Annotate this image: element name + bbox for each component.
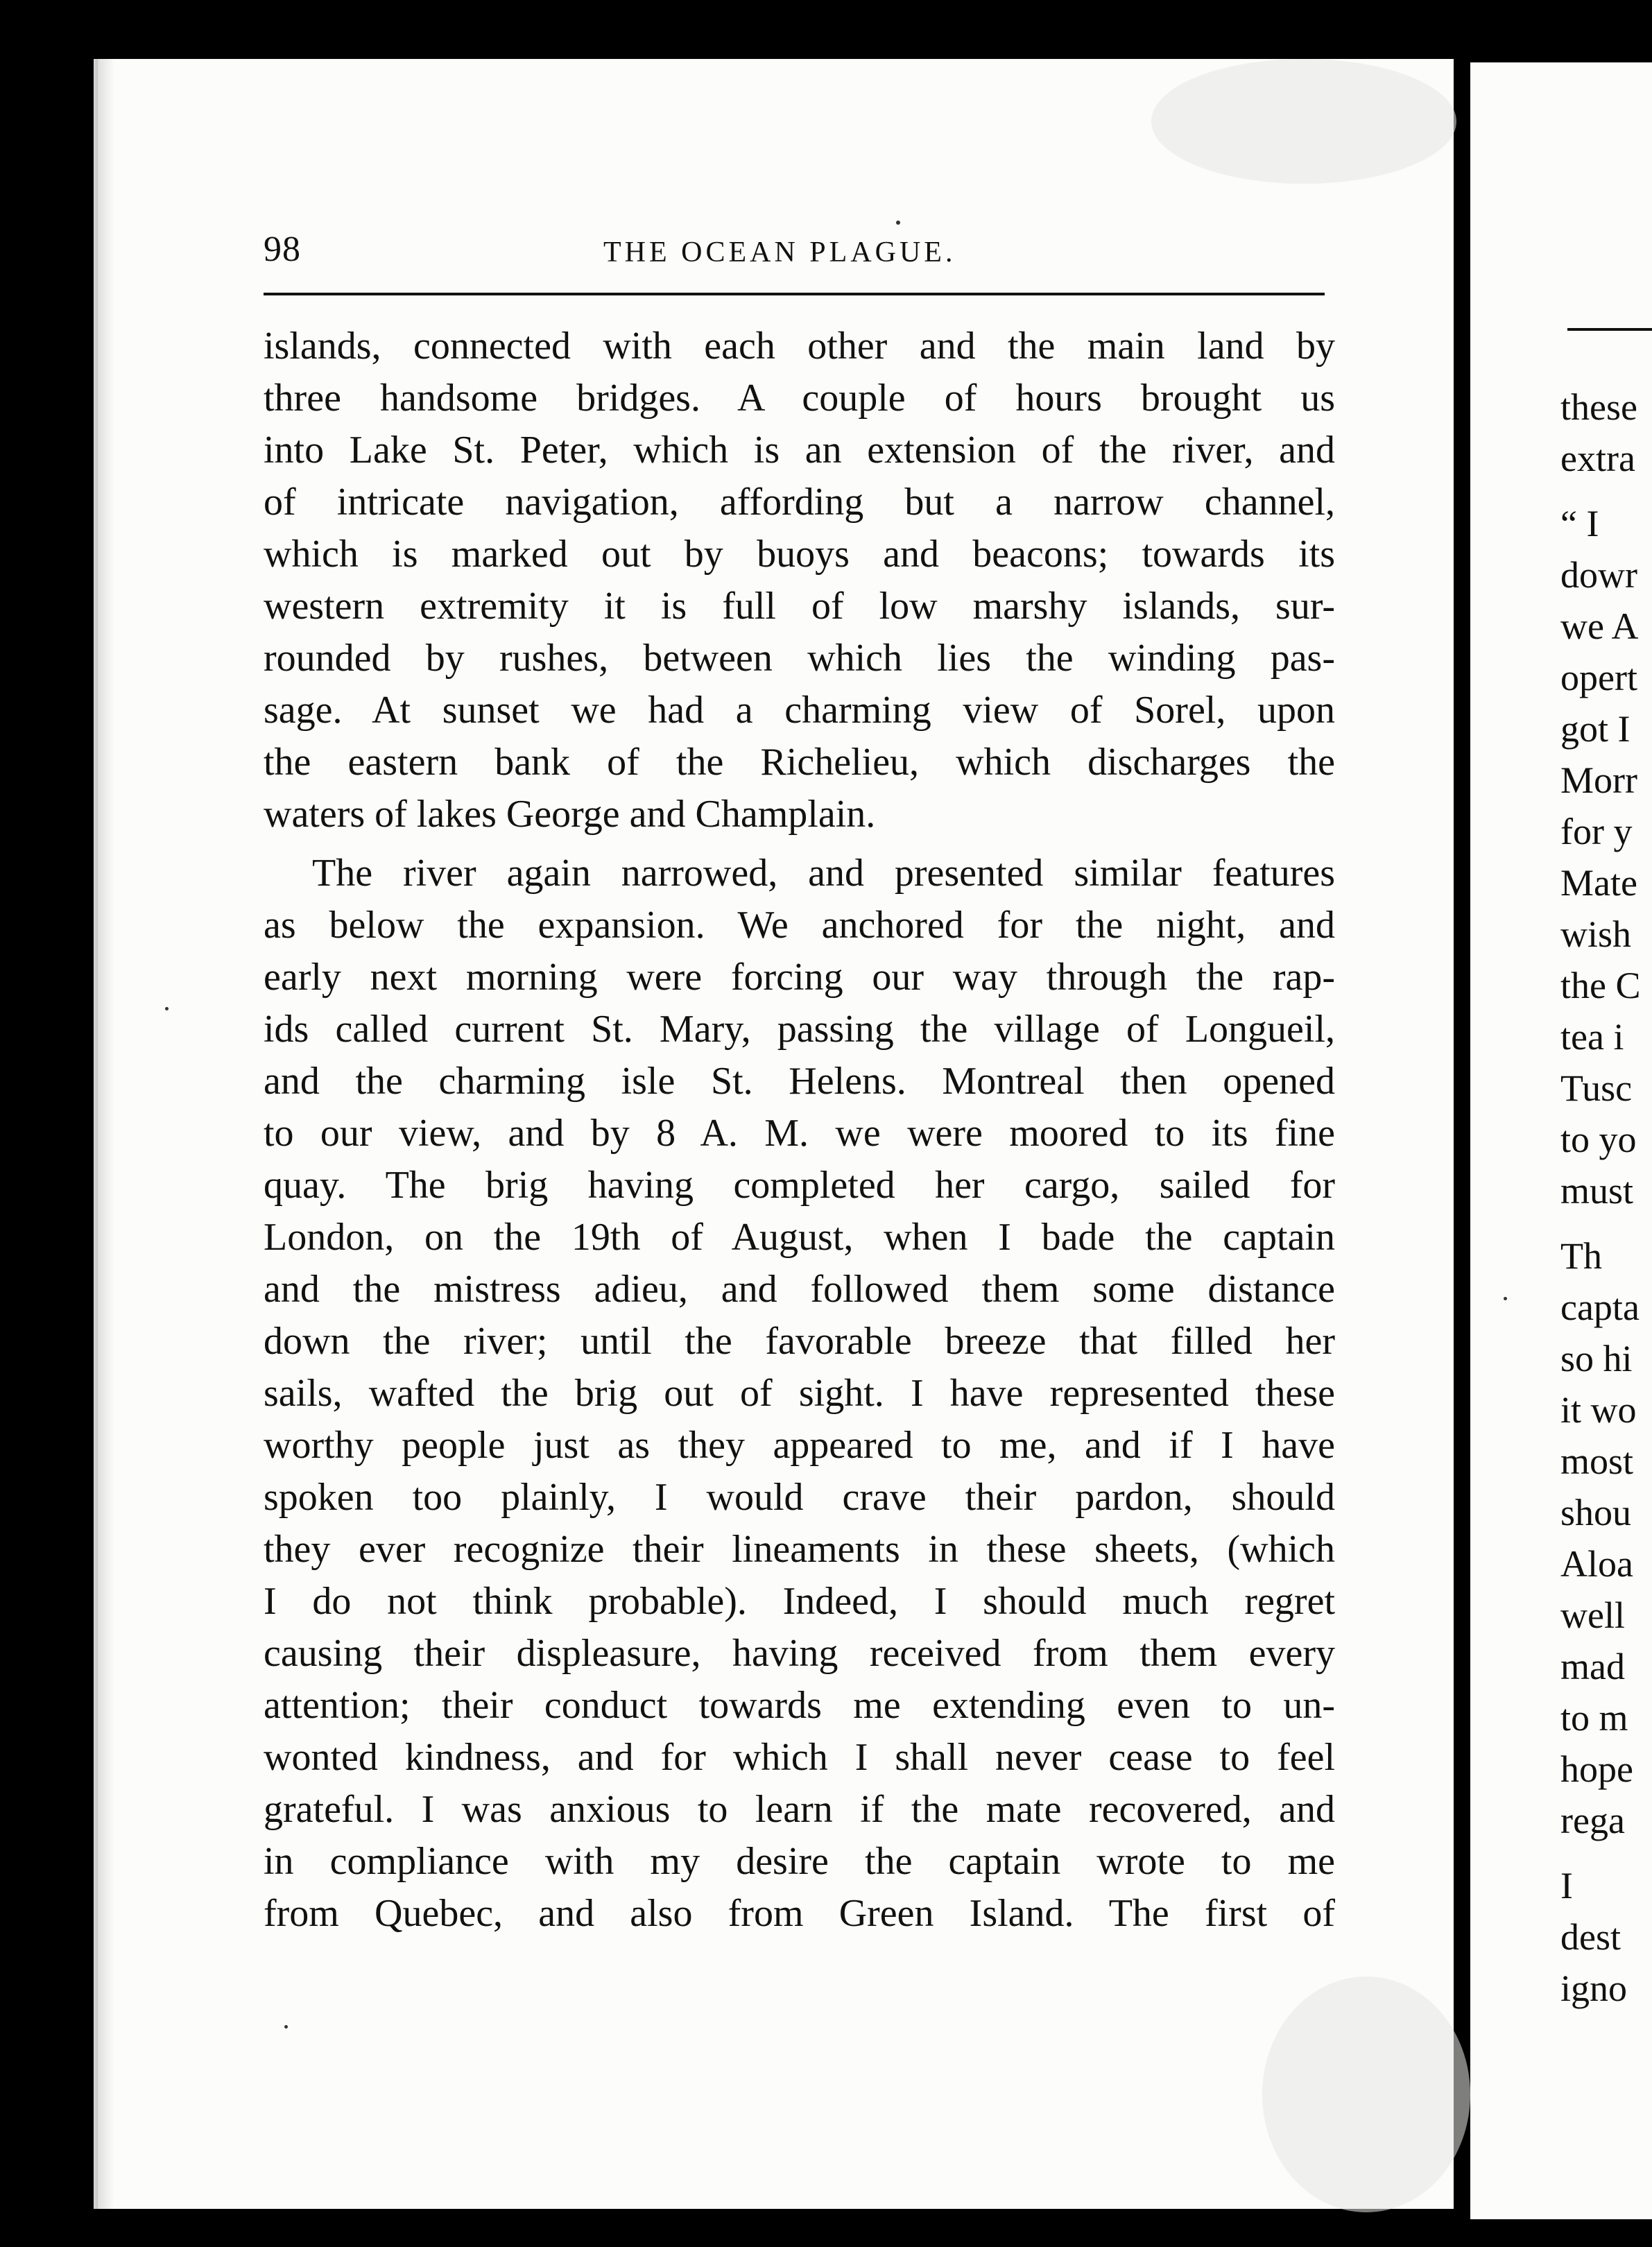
speck-mark [1504,1297,1507,1300]
facing-line: Morr [1560,759,1637,801]
facing-header-rule [1567,328,1652,331]
text-line: waters of lakes George and Champlain. [264,793,876,836]
facing-line: most [1560,1440,1634,1482]
text-line: in compliance with my desire the captain wrote to me [264,1840,1335,1883]
facing-line: “ I [1560,503,1599,544]
text-line: from Quebec, and also from Green Island. The first of [264,1892,1335,1935]
text-line: early next morning were forcing our way through the rap- [264,956,1335,999]
gutter-shadow [94,59,114,2209]
text-line: I do not think probable). Indeed, I should much regret [264,1580,1335,1623]
facing-line: well [1560,1594,1625,1636]
facing-line: extra [1560,438,1635,479]
text-line: they ever recognize their lineaments in these sheets, (which [264,1528,1335,1571]
facing-line: shou [1560,1492,1632,1533]
page-number: 98 [264,230,301,269]
facing-line: dest [1560,1916,1621,1958]
speck-mark [165,1007,169,1010]
running-head [264,229,1325,284]
text-line: sails, wafted the brig out of sight. I have represented these [264,1372,1335,1415]
facing-line: must [1560,1170,1634,1212]
facing-line: got I [1560,708,1631,750]
facing-line: mad [1560,1646,1625,1687]
facing-line: Mate [1560,862,1637,904]
facing-line: these [1560,386,1637,428]
facing-line: capta [1560,1286,1640,1328]
text-line: and the mistress adieu, and followed them some distance [264,1268,1335,1311]
speck-mark [284,2025,288,2029]
facing-line: to yo [1560,1119,1637,1160]
text-line: western extremity it is full of low marshy islands, sur- [264,585,1335,628]
text-line: down the river; until the favorable breeze that filled her [264,1320,1335,1363]
page-curl-top [1151,59,1456,184]
running-title: THE OCEAN PLAGUE. [603,236,956,268]
facing-line: Aloa [1560,1543,1633,1585]
page-curl-bottom [1262,1977,1470,2212]
text-line: islands, connected with each other and the main land by [264,325,1335,368]
text-line: grateful. I was anxious to learn if the mate recovered, and [264,1788,1335,1831]
facing-line: to m [1560,1697,1628,1739]
text-line: attention; their conduct towards me extending even to un- [264,1684,1335,1727]
facing-line: I [1560,1865,1573,1906]
text-line: London, on the 19th of August, when I bade the captain [264,1216,1335,1259]
text-line: three handsome bridges. A couple of hours brought us [264,377,1335,420]
facing-line: Th [1560,1235,1602,1277]
facing-line: for y [1560,811,1633,852]
facing-line: wish [1560,913,1632,955]
text-line: ids called current St. Mary, passing the village of Longueil, [264,1008,1335,1051]
facing-line: Tusc [1560,1067,1633,1109]
facing-line: hope [1560,1748,1633,1790]
text-line: into Lake St. Peter, which is an extension of the river, and [264,429,1335,472]
text-line: of intricate navigation, affording but a narrow channel, [264,481,1335,524]
text-line: quay. The brig having completed her cargo, sailed for [264,1164,1335,1207]
facing-line: dowr [1560,554,1637,596]
speck-mark [896,221,900,225]
facing-line: igno [1560,1968,1628,2009]
facing-page-text [1560,381,1641,2014]
text-line: to our view, and by 8 A. M. we were moored to its fine [264,1112,1335,1155]
facing-line: the C [1560,965,1641,1006]
text-line: The river again narrowed, and presented similar features [312,852,1335,895]
facing-line: rega [1560,1800,1625,1841]
body-text [264,320,1335,1940]
facing-page [1470,62,1652,2219]
text-line: rounded by rushes, between which lies the winding pas- [264,637,1335,680]
facing-line: we A [1560,605,1639,647]
facing-line: it wo [1560,1389,1637,1431]
facing-line: tea i [1560,1016,1624,1058]
facing-line: opert [1560,657,1637,698]
text-line: which is marked out by buoys and beacons; towards its [264,533,1335,576]
text-line: the eastern bank of the Richelieu, which discharges the [264,741,1335,784]
header-rule [264,293,1325,295]
text-line: worthy people just as they appeared to me, and if I have [264,1424,1335,1467]
text-line: wonted kindness, and for which I shall never cease to feel [264,1736,1335,1779]
text-line: and the charming isle St. Helens. Montreal then opened [264,1060,1335,1103]
text-line: spoken too plainly, I would crave their pardon, should [264,1476,1335,1519]
text-line: as below the expansion. We anchored for the night, and [264,904,1335,947]
text-line: causing their displeasure, having received from them every [264,1632,1335,1675]
facing-line: so hi [1560,1338,1633,1379]
text-line: sage. At sunset we had a charming view of Sorel, upon [264,689,1335,732]
